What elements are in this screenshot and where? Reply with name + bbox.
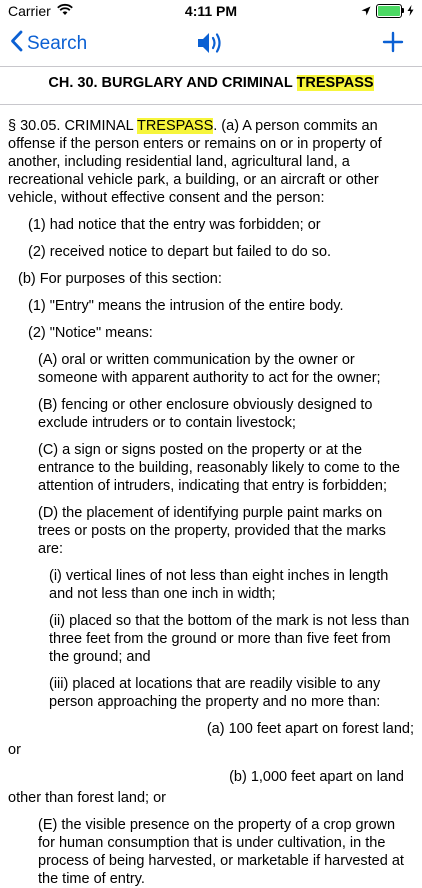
section-name: CRIMINAL xyxy=(60,118,137,134)
back-button[interactable] xyxy=(10,30,87,58)
charging-icon xyxy=(407,3,414,19)
status-time: 4:11 PM xyxy=(184,3,238,19)
clause-A: (A) oral or written communication by the owner or someone with apparent authority to act for the owner; xyxy=(38,352,381,386)
chevron-left-icon xyxy=(10,30,23,58)
battery-icon xyxy=(376,4,402,18)
add-button[interactable] xyxy=(382,31,404,58)
clause-ii: (ii) placed so that the bottom of the mark is not less than three feet from the ground or more than five feet from the ground; and xyxy=(49,613,410,665)
chapter-title xyxy=(0,74,422,105)
section-intro xyxy=(8,117,414,207)
clause-b1: (1) "Entry" means the intrusion of the entire body. xyxy=(28,298,344,314)
section-name-highlight: TRESPASS xyxy=(136,118,214,134)
clause-D: (D) the placement of identifying purple paint marks on trees or posts on the property, provided that the marks are: xyxy=(38,505,386,557)
status-right xyxy=(361,3,414,19)
carrier-label: Carrier xyxy=(8,3,51,19)
clause-iii-a: (a) 100 feet apart on forest land; xyxy=(206,721,414,737)
clause-B: (B) fencing or other enclosure obviously designed to exclude intruders or to contain livestock; xyxy=(38,397,373,431)
clause-iii-b: (b) 1,000 feet apart on land xyxy=(229,769,404,785)
navigation-bar xyxy=(0,22,422,67)
back-button-label: Search xyxy=(27,33,88,54)
section-number: § 30.05. xyxy=(8,118,61,134)
statute-content[interactable] xyxy=(0,67,422,887)
chapter-title-text: CH. 30. BURGLARY AND CRIMINAL xyxy=(48,75,297,91)
clause-b2: (2) "Notice" means: xyxy=(28,325,153,341)
speaker-icon xyxy=(196,43,226,60)
clause-iii-b-tail: other than forest land; or xyxy=(8,790,166,806)
connector-or: or xyxy=(8,742,21,758)
clause-iii: (iii) placed at locations that are readily visible to any person approaching the property and no more than: xyxy=(49,676,381,710)
plus-icon xyxy=(382,40,404,57)
location-icon xyxy=(361,3,371,19)
clause-E: (E) the visible presence on the property of a crop grown for human consumption that is under cultivation, in the process of being harvested, or marketable if harvested at the time of entry. xyxy=(38,817,404,887)
section-body xyxy=(0,117,422,888)
chapter-title-highlight: TRESPASS xyxy=(296,75,374,91)
clause-a1: (1) had notice that the entry was forbidden; or xyxy=(28,217,321,233)
clause-C: (C) a sign or signs posted on the property or at the entrance to the building, reasonably likely to come to the attention of intruders, indicating that entry is forbidden; xyxy=(38,442,400,494)
subsection-b: (b) For purposes of this section: xyxy=(18,271,222,287)
speaker-button[interactable] xyxy=(196,30,226,61)
status-bar xyxy=(0,0,422,22)
clause-i: (i) vertical lines of not less than eight inches in length and not less than one inch in width; xyxy=(49,568,389,602)
section-intro-text: . (a) A person commits an offense if the person enters or remains on or in property of another, including residential land, agricultural land, a recreational vehicle park, a building, or an aircraft or other vehicle, without effective consent and the person: xyxy=(8,118,382,206)
clause-a2: (2) received notice to depart but failed to do so. xyxy=(28,244,332,260)
